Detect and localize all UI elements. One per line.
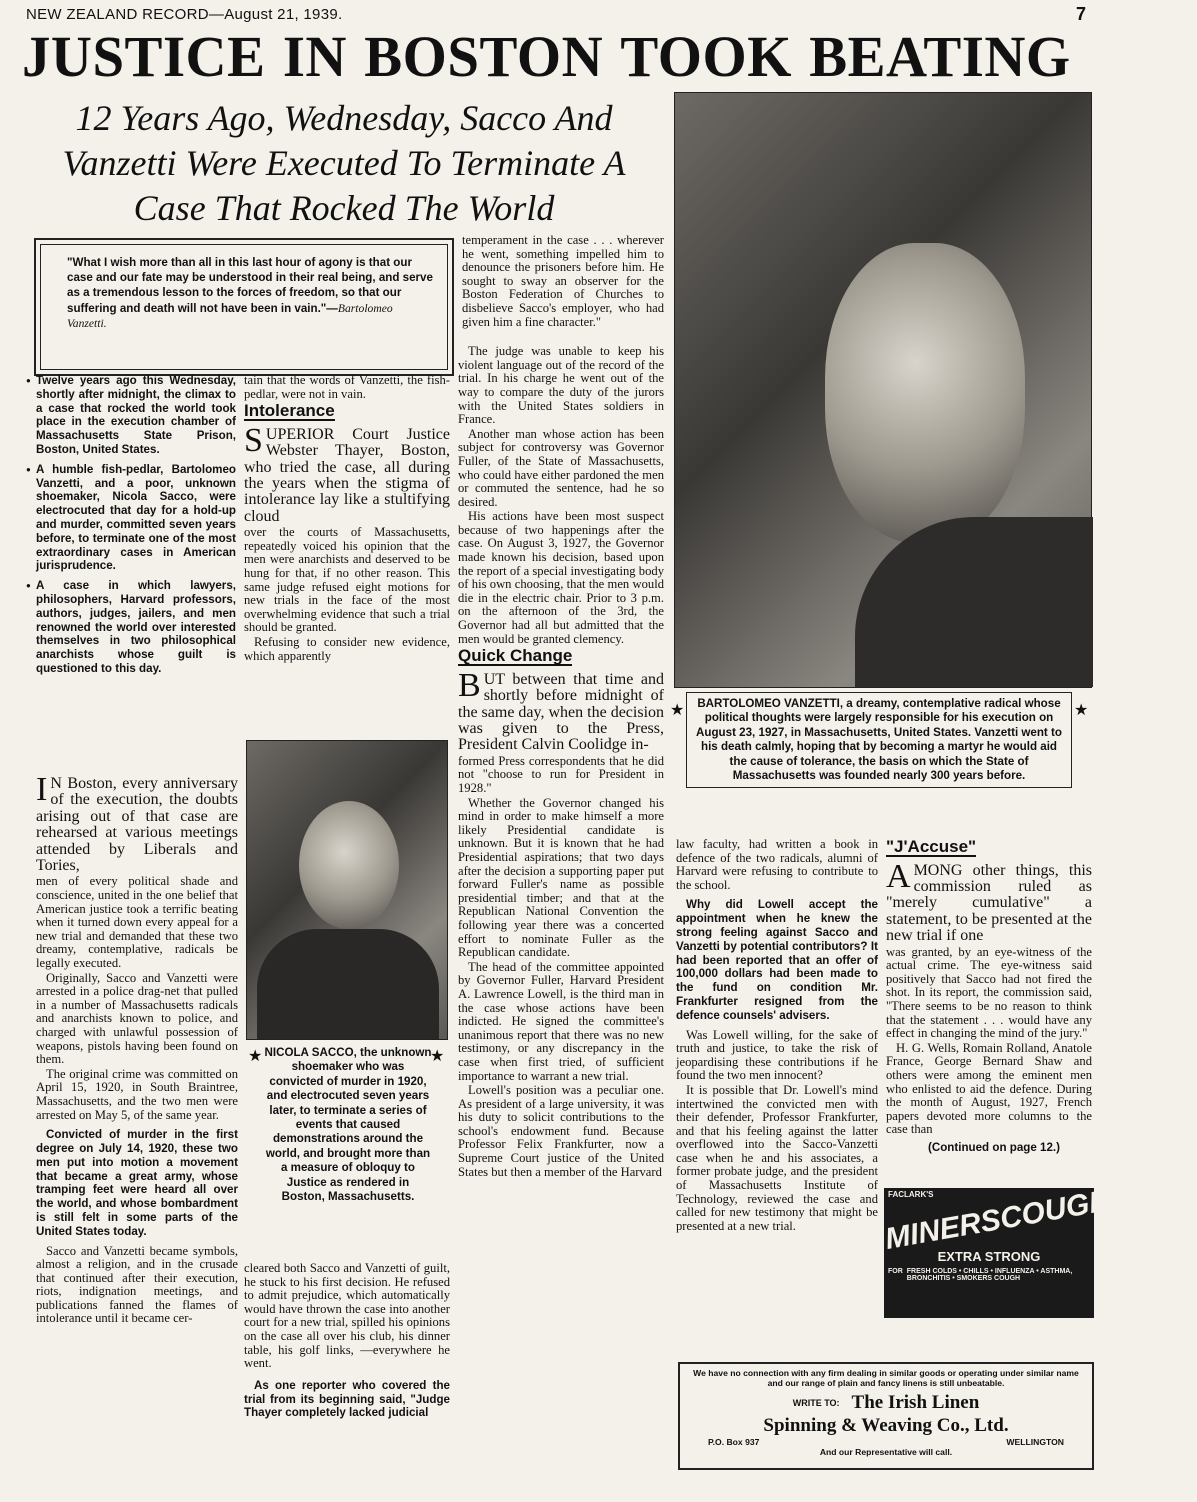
portrait-coat xyxy=(855,517,1093,687)
paragraph: H. G. Wells, Romain Rolland, Anatole France, George Bernard Shaw and others were among the eminent men who enlisted to aid the defence. During the month of August, 1927, French papers devoted more columns to the case than xyxy=(886,1040,1092,1137)
ad-word: CURE xyxy=(1107,1169,1197,1217)
ad-for: FOR xyxy=(888,1268,903,1275)
paragraph: tain that the words of Vanzetti, the fish-pedlar, were not in vain. xyxy=(244,373,450,401)
star-icon: ★ xyxy=(670,702,685,719)
dropcap: B xyxy=(458,666,481,704)
paragraph: Was Lowell willing, for the sake of truth and justice, to take the risk of jeopardising these contributions if he found the two men innocent? xyxy=(676,1027,878,1083)
paragraph: As one reporter who covered the trial from its beginning said, "Judge Thayer completely lacked judicial xyxy=(244,1378,450,1420)
dropcap: I xyxy=(36,771,48,808)
lead-paragraph: N Boston, every anniversary of the execution, the doubts arising out of that case are rehearsed at various meetings attended by Liberals and Tories, xyxy=(36,775,238,875)
summary-bullets xyxy=(36,374,236,682)
lead-paragraph: MONG other things, this commission ruled as "merely cumulative" a statement, to be presented at the new trial if one xyxy=(886,861,1092,945)
column-2-lower xyxy=(244,1262,450,1421)
star-icon: ★ xyxy=(430,1048,445,1065)
paragraph: over the courts of Massachusetts, repeatedly voiced his opinion that the men were anarchists and deserved to be hung for that, if no other reason. This same judge refused eight motions for new trials in the face of the most overwhelming evidence that such a trial should be granted. xyxy=(244,525,450,635)
portrait-face xyxy=(825,243,1025,543)
lead-paragraph: UT between that time and shortly before midnight of the same day, when the decision was given to the Press, President Calvin Coolidge in- xyxy=(458,670,665,754)
paragraph: Convicted of murder in the first degree on July 14, 1920, these two men put into motion a movement that became a great army, whose tramping feet were heard all over the world, and whose bombardment is still felt in some parts of the United States today. xyxy=(36,1128,238,1238)
ad-ailments-row xyxy=(884,1264,1094,1282)
quote-attribution: Bartolomeo Vanzetti. xyxy=(67,301,393,330)
paragraph: Why did Lowell accept the appointment when he knew the strong feeling against Sacco and Vanzetti by potential contributors? It had been reported that an offer of 100,000 dollars had been made to the fund on condition Mr. Frankfurter resigned from the defence counsels' advisers. xyxy=(676,898,878,1022)
paragraph: law faculty, had written a book in defence of the two radicals, alumni of Harvard were refusing to contribute to the school. xyxy=(676,837,878,892)
paragraph: The judge was unable to keep his violent language out of the record of the trial. In his charge he went out of the way to compare the duty of the jurors with the United States soldiers in France. xyxy=(458,344,664,427)
paragraph: cleared both Sacco and Vanzetti of guilt, he stuck to his first decision. He refused to admit prejudice, which automatically would have thrown the case into another court for a new trial, spilled his opinions on the case all over his club, his dinner table, his golf links, —everywhere he went. xyxy=(244,1261,450,1371)
ad-strength: EXTRA STRONG xyxy=(937,1249,1041,1264)
vanzetti-caption: BARTOLOMEO VANZETTI, a dreamy, contemplative radical whose political thoughts were largely responsible for his execution on August 23, 1927, in Massachusetts, United States. Vanzetti went to his death calmly, hoping that by becoming a martyr he would aid the cause of tolerance, the basis on which the State of Massachusetts was founded nearly 300 years before. xyxy=(686,692,1072,788)
paragraph: Another man whose action has been subject for controversy was Governor Fuller, of the State of Massachusetts, who could have either pardoned the men or commuted the sentence, had he so desired. xyxy=(458,426,664,509)
miners-cough-cure-ad xyxy=(882,1169,1197,1318)
paragraph: Originally, Sacco and Vanzetti were arrested in a police drag-net that pulled in a number of Massachusetts radicals and anarchists known to police, and charged with unlawful possession of weapons, pistols having been found on them. xyxy=(36,970,238,1067)
headline-word: TOOK xyxy=(620,24,792,89)
column-5-body xyxy=(886,838,1092,1156)
paragraph: It is possible that Dr. Lowell's mind intertwined the convicted men with their defender, Professor Frankfurter, and that his feeling against the latter overflowed into the Sacco-Vanzetti case when he and his associates, a former probate judge, and the president of Massachusetts Institute of Technology, reviewed the case and called for new testimony that might be presented at a new trial. xyxy=(676,1082,878,1233)
ad-write-to: WRITE TO: xyxy=(792,1397,840,1408)
portrait-face xyxy=(299,801,399,929)
dropcap: S xyxy=(244,421,263,459)
paragraph: Whether the Governor changed his mind in order to make himself a more likely Presidential candidate is unknown. But it is known that he had Presidential aspirations; that two days after the decision a supporting paper put forward Fuller's name as possible presidential timber; and that at the Republican National Convention the following year there was a concerted effort to nominate Fuller as the Republican candidate. xyxy=(458,795,664,960)
headline-word: BEATING xyxy=(809,24,1071,89)
bartolomeo-vanzetti-photo xyxy=(674,92,1092,688)
paragraph: Sacco and Vanzetti became symbols, almost a religion, and in the crusade that continued after their execution, riots, indignation meetings, and publications fanned the flames of intolerance until it became cer- xyxy=(36,1243,238,1326)
continued-notice: (Continued on page 12.) xyxy=(927,1140,1061,1154)
ad-ailments: FRESH COLDS • CHILLS • INFLUENZA • ASTHMA, BRONCHITIS • SMOKERS COUGH xyxy=(906,1268,1073,1282)
subheadline: 12 Years Ago, Wednesday, Sacco And Vanzetti Were Executed To Terminate A Case That Rocked The World xyxy=(62,98,626,228)
vanzetti-quote-box xyxy=(34,238,454,376)
dropcap: A xyxy=(886,857,911,895)
column-1-body xyxy=(36,771,238,1327)
irish-linen-ad xyxy=(678,1362,1094,1470)
ad-brand: FACLARK'S xyxy=(888,1190,934,1199)
paragraph: The original crime was committed on April 15, 1920, in South Braintree, Massachusetts, and the two men were arrested on May 5, of the same year. xyxy=(36,1066,238,1122)
section-heading-jaccuse: "J'Accuse" xyxy=(886,837,977,856)
sacco-caption: NICOLA SACCO, the unknown shoemaker who was convicted of murder in 1920, and electrocuted seven years later, to terminate a series of events that caused demonstrations around the world, and brought more than a measure of obloquy to Justice as rendered in Boston, Massachusetts. xyxy=(264,1046,432,1204)
star-icon: ★ xyxy=(1074,702,1089,719)
headline xyxy=(22,24,1071,90)
ad-firm-name-1: The Irish Linen xyxy=(851,1392,980,1413)
paragraph: Lowell's position was a peculiar one. As president of a large university, it was his duty to solicit contributions to the school's endowment fund. Because Professor Felix Frankfurter, now a Supreme Court justice of the United States but then a member of the Harvard xyxy=(458,1083,664,1179)
ad-representative: And our Representative will call. xyxy=(819,1447,953,1457)
paragraph: formed Press correspondents that he did not "choose to run for President in 1928." xyxy=(458,753,664,796)
paragraph: temperament in the case . . . wherever he went, something impelled him to denounce the prisoners before him. He sought to sway an observer for the Boston Federation of Churches to disbelieve Sacco's employer, who had given him a fine character." xyxy=(462,233,664,329)
paragraph: men of every political shade and conscience, united in the one belief that American justice took a terrific beating when it turned down every appeal for a new trial and demanded that these two dreamy, contemplative, radicals be legally executed. xyxy=(36,874,238,970)
summary-bullet: ● A case in which lawyers, philosophers, Harvard professors, authors, judges, jailers, and men renowned the world over interested themselves in two philosophical anarchists whose guilt is questioned to this day. xyxy=(36,579,236,676)
ad-city: WELLINGTON xyxy=(1006,1437,1064,1447)
ad-firm-row xyxy=(688,1391,1084,1414)
nicola-sacco-photo xyxy=(246,740,448,1040)
star-icon: ★ xyxy=(248,1048,263,1065)
summary-bullet: ● A humble fish-pedlar, Bartolomeo Vanzetti, and a poor, unknown shoemaker, Nicola Sacco, were electrocuted that day for a hold-up and murder, committed seven years before, to terminate one of the most extraordinary cases in American jurisprudence. xyxy=(36,463,236,573)
headline-word: BOSTON xyxy=(364,24,604,89)
paragraph: The head of the committee appointed by Governor Fuller, Harvard President A. Lawrence Lowell, is the third man in the case whose actions have been indicted. He signed the committee's unanimous report that there was no new testimony, or any discrepancy in the case when first tried, of sufficient importance to warrant a new trial. xyxy=(458,959,664,1083)
paragraph: His actions have been most suspect because of two happenings after the case. On August 3, 1927, the Governor made known his decision, based upon the report of a special investigating body of his own choosing, that the men would die in the electric chair. Prior to 3 p.m. on the afternoon of the 3rd, the Governor had all but admitted that the men would be granted clemency. xyxy=(458,509,664,646)
ad-notice: We have no connection with any firm dealing in similar goods or operating under similar name and our range of plain and fancy linens is still unbeatable. xyxy=(693,1368,1079,1388)
portrait-suit xyxy=(257,929,439,1039)
page-number: 7 xyxy=(1075,4,1086,24)
ad-address xyxy=(688,1437,1084,1447)
column-2-body xyxy=(244,374,450,664)
paragraph: Refusing to consider new evidence, which apparently xyxy=(244,634,450,663)
column-4-body xyxy=(676,838,878,1234)
ad-firm-name-2: Spinning & Weaving Co., Ltd. xyxy=(763,1415,1009,1436)
paragraph: was granted, by an eye-witness of the actual crime. The eye-witness said positively that Sacco had not fired the shot. In its report, the commission said, "There seems to be no reason to think that the statement . . . would have any effect in changing the mind of the jury." xyxy=(886,944,1092,1041)
ad-po-box: P.O. Box 937 xyxy=(708,1437,760,1447)
column-3-body xyxy=(458,234,664,1180)
ad-word: COUGH xyxy=(997,1183,1114,1236)
lead-paragraph: UPERIOR Court Justice Webster Thayer, Boston, who tried the case, all during the years when the stigma of intolerance lay like a stultifying cloud xyxy=(244,425,450,525)
headline-word: IN xyxy=(282,24,347,89)
quote-text: "What I wish more than all in this last hour of agony is that our case and our fate may be understood in their real being, and serve as a tremendous lesson to the forces of freedom, so that our suffering and death will not have been in vain."— xyxy=(67,256,433,315)
section-heading-intolerance: Intolerance xyxy=(244,401,335,421)
headline-word: JUSTICE xyxy=(22,24,266,89)
summary-bullet: ● Twelve years ago this Wednesday, shortly after midnight, the climax to a case that rocked the world took place in the execution chamber of Massachusetts State Prison, Boston, United States. xyxy=(36,374,236,457)
ad-word: MINERS xyxy=(882,1203,1004,1256)
publication-header: NEW ZEALAND RECORD—August 21, 1939. xyxy=(26,6,343,23)
section-heading-quick-change: Quick Change xyxy=(458,646,573,666)
